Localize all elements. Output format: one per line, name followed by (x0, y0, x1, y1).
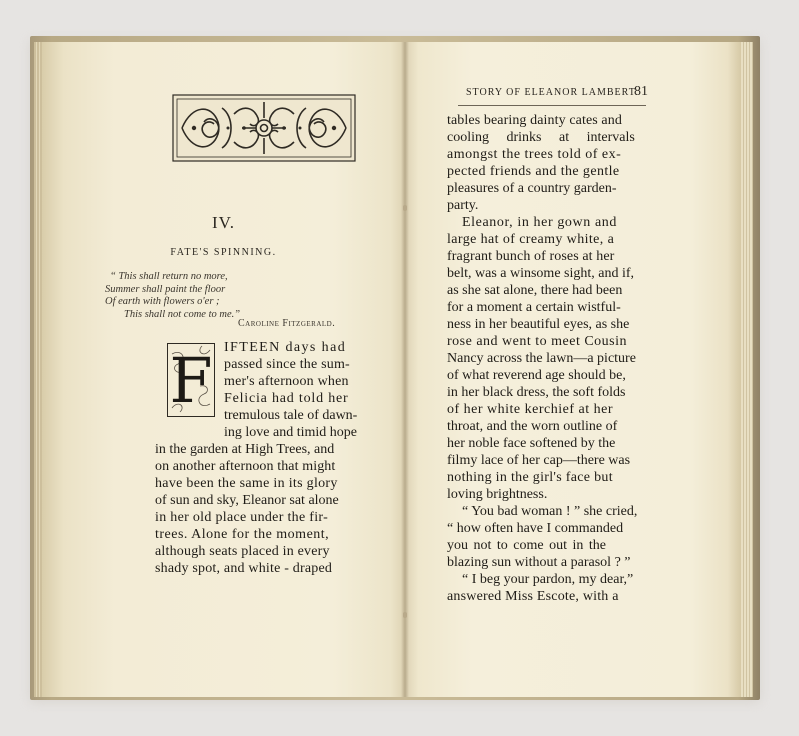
body-line: cooling drinks at intervals (447, 130, 635, 145)
body-line: filmy lace of her cap—there was (447, 453, 631, 468)
binding-thread (403, 205, 407, 211)
body-line: “ I beg your pardon, my dear,” (462, 572, 634, 587)
epigraph-line: This shall not come to me.” (124, 308, 241, 320)
body-line: in her old place under the fir- (155, 510, 329, 525)
body-line: tremulous tale of dawn- (224, 408, 358, 423)
body-line: rose and went to meet Cousin (447, 334, 628, 349)
body-line: belt, was a winsome sight, and if, (447, 266, 635, 281)
body-line: for a moment a certain wistful- (447, 300, 621, 315)
body-line: in the garden at High Trees, and (155, 442, 335, 457)
body-line: throat, and the worn outline of (447, 419, 618, 434)
body-line: blazing sun without a parasol ? ” (447, 555, 631, 570)
body-line: pected friends and the gentle (447, 164, 620, 179)
body-line: party. (447, 198, 479, 213)
drop-cap-frame (167, 343, 215, 417)
body-line: of what reverend age should be, (447, 368, 626, 383)
body-line: pleasures of a country garden- (447, 181, 617, 196)
body-line: fragrant bunch of roses at her (447, 249, 615, 264)
body-line: loving brightness. (447, 487, 548, 502)
body-line: ing love and timid hope (224, 425, 357, 440)
body-line: Eleanor, in her gown and (462, 215, 617, 230)
body-line: mer's afternoon when (224, 374, 349, 389)
body-line: passed since the sum- (224, 357, 350, 372)
body-line: of her white kerchief at her (447, 402, 613, 417)
page-number: 81 (634, 84, 648, 99)
body-line: as she sat alone, there had been (447, 283, 623, 298)
right-page-edges (741, 42, 753, 697)
body-line: answered Miss Escote, with a (447, 589, 619, 604)
body-line: although seats placed in every (155, 544, 330, 559)
body-line: have been the same in its glory (155, 476, 338, 491)
body-line: Felicia had told her (224, 391, 349, 406)
ornament-headpiece-icon (172, 94, 356, 162)
book-gutter (401, 42, 409, 697)
epigraph-attribution: Caroline Fitzgerald. (238, 318, 336, 329)
body-line: ness in her beautiful eyes, as she (447, 317, 630, 332)
chapter-title: FATE'S SPINNING. (170, 247, 277, 258)
body-line: IFTEEN days had (224, 340, 347, 355)
epigraph-line: “ This shall return no more, (110, 271, 228, 282)
body-line: you not to come out in the (447, 538, 606, 553)
body-line: tables bearing dainty cates and (447, 113, 622, 128)
body-line: amongst the trees told of ex- (447, 147, 622, 162)
epigraph-line: Summer shall paint the floor (105, 283, 226, 295)
body-line: trees. Alone for the moment, (155, 527, 330, 542)
epigraph (90, 271, 370, 321)
body-line: nothing in the girl's face but (447, 470, 613, 485)
header-rule (458, 105, 646, 106)
chapter-number: IV. (212, 213, 235, 232)
body-line: large hat of creamy white, a (447, 232, 615, 247)
binding-thread (403, 612, 407, 618)
body-line: shady spot, and white - draped (155, 561, 333, 576)
body-line: her noble face softened by the (447, 436, 616, 451)
body-line: “ You bad woman ! ” she cried, (462, 504, 638, 519)
body-line: of sun and sky, Eleanor sat alone (155, 493, 339, 508)
body-line: on another afternoon that might (155, 459, 336, 474)
drop-cap-letter: F (169, 344, 213, 417)
epigraph-line: Of earth with flowers o'er ; (105, 296, 220, 307)
body-line: in her black dress, the soft folds (447, 385, 626, 400)
body-line: Nancy across the lawn—a picture (447, 351, 636, 366)
body-line: “ how often have I commanded (447, 521, 624, 536)
running-head: STORY OF ELEANOR LAMBERT. (466, 87, 639, 98)
